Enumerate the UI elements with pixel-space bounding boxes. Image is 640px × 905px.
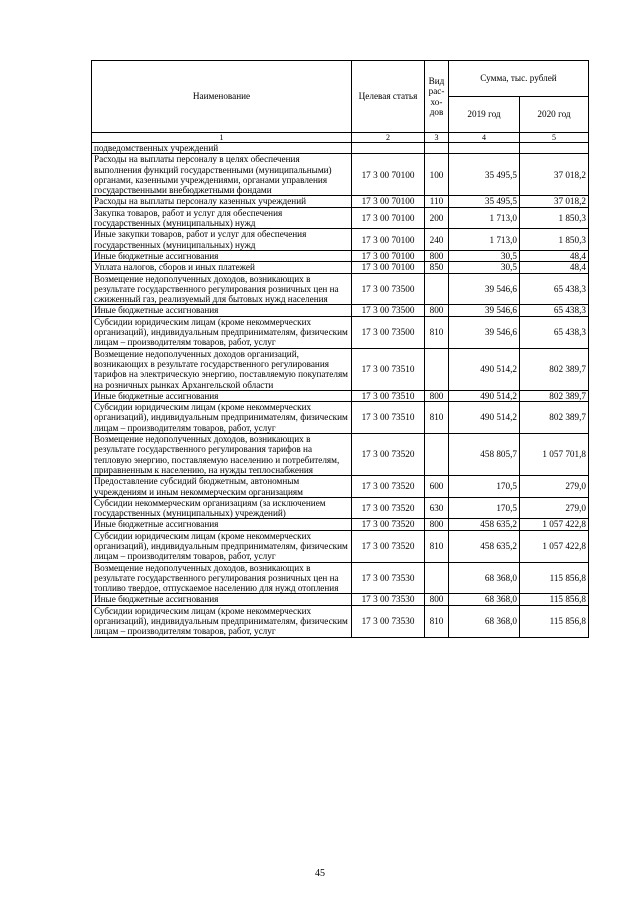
row-target-article: 17 3 00 70100: [352, 207, 425, 229]
row-name: Предоставление субсидий бюджетным, автономным учреждениям и иным некоммерческим организациям: [92, 476, 352, 498]
row-name: Иные бюджетные ассигнования: [92, 250, 352, 261]
row-sum-2019: [449, 143, 520, 154]
row-sum-2020: 65 438,3: [520, 305, 589, 316]
table-row: [92, 562, 589, 594]
row-sum-2019: 1 713,0: [449, 229, 520, 251]
row-target-article: 17 3 00 70100: [352, 250, 425, 261]
row-name: Субсидии юридическим лицам (кроме некоммерческих организаций), индивидуальным предпринимателям, физическим лицам – производителям товаров, работ, услуг: [92, 530, 352, 562]
table-row: [92, 605, 589, 637]
row-sum-2020: 1 850,3: [520, 207, 589, 229]
row-expense-type: [425, 562, 449, 594]
row-sum-2019: 68 368,0: [449, 562, 520, 594]
row-name: Уплата налогов, сборов и иных платежей: [92, 262, 352, 273]
row-target-article: 17 3 00 73520: [352, 497, 425, 519]
row-name: Иные закупки товаров, работ и услуг для обеспечения государственных (муниципальных) нужд: [92, 229, 352, 251]
row-expense-type: [425, 348, 449, 390]
row-sum-2019: 35 495,5: [449, 154, 520, 196]
row-sum-2019: 490 514,2: [449, 390, 520, 401]
row-sum-2020: 1 057 422,8: [520, 519, 589, 530]
column-number: 5: [520, 133, 589, 143]
header-target-article: Целевая статья: [352, 61, 425, 133]
row-expense-type: 200: [425, 207, 449, 229]
row-target-article: 17 3 00 73500: [352, 273, 425, 305]
row-name: Расходы на выплаты персоналу в целях обеспечения выполнения функций государственными (муниципальными) органами, казенными учреждениями, органами управления государственными внебюджетными фондами: [92, 154, 352, 196]
header-year-2020: 2020 год: [520, 97, 589, 133]
budget-table: [91, 60, 589, 638]
row-sum-2019: 170,5: [449, 497, 520, 519]
table-row: [92, 262, 589, 273]
row-expense-type: 850: [425, 262, 449, 273]
row-name: Иные бюджетные ассигнования: [92, 305, 352, 316]
table-row: [92, 594, 589, 605]
row-sum-2020: 37 018,2: [520, 196, 589, 207]
row-target-article: 17 3 00 73500: [352, 316, 425, 348]
row-name: подведомственных учреждений: [92, 143, 352, 154]
table-row: [92, 229, 589, 251]
row-sum-2020: 279,0: [520, 497, 589, 519]
row-sum-2019: 68 368,0: [449, 594, 520, 605]
column-number: 4: [449, 133, 520, 143]
table-row: [92, 196, 589, 207]
row-expense-type: 630: [425, 497, 449, 519]
row-target-article: 17 3 00 70100: [352, 262, 425, 273]
row-target-article: 17 3 00 73510: [352, 402, 425, 434]
row-expense-type: 810: [425, 402, 449, 434]
row-name: Расходы на выплаты персоналу казенных учреждений: [92, 196, 352, 207]
row-target-article: 17 3 00 73510: [352, 348, 425, 390]
row-sum-2020: 802 389,7: [520, 402, 589, 434]
row-expense-type: 240: [425, 229, 449, 251]
column-number: 2: [352, 133, 425, 143]
row-target-article: 17 3 00 73520: [352, 476, 425, 498]
row-sum-2020: 115 856,8: [520, 594, 589, 605]
row-expense-type: [425, 273, 449, 305]
column-number: 3: [425, 133, 449, 143]
row-sum-2020: 1 057 701,8: [520, 434, 589, 476]
row-name: Субсидии юридическим лицам (кроме некоммерческих организаций), индивидуальным предпринимателям, физическим лицам – производителям товаров, работ, услуг: [92, 402, 352, 434]
row-expense-type: 810: [425, 316, 449, 348]
row-target-article: 17 3 00 70100: [352, 154, 425, 196]
row-expense-type: 800: [425, 519, 449, 530]
row-sum-2020: [520, 143, 589, 154]
row-sum-2019: 458 635,2: [449, 530, 520, 562]
row-sum-2019: 170,5: [449, 476, 520, 498]
row-name: Возмещение недополученных доходов организаций, возникающих в результате государственного регулирования тарифов на электрическую энергию, поставляемую покупателям на розничных рынках Архангельской области: [92, 348, 352, 390]
header-name: Наименование: [92, 61, 352, 133]
row-expense-type: 810: [425, 530, 449, 562]
table-row: [92, 530, 589, 562]
row-name: Субсидии юридическим лицам (кроме некоммерческих организаций), индивидуальным предпринимателям, физическим лицам – производителям товаров, работ, услуг: [92, 316, 352, 348]
table-row: [92, 348, 589, 390]
header-sum: Сумма, тыс. рублей: [449, 61, 589, 97]
column-number: 1: [92, 133, 352, 143]
row-sum-2020: 802 389,7: [520, 348, 589, 390]
row-sum-2019: 39 546,6: [449, 273, 520, 305]
header-year-2019: 2019 год: [449, 97, 520, 133]
row-sum-2020: 48,4: [520, 250, 589, 261]
row-sum-2020: 65 438,3: [520, 316, 589, 348]
table-row: [92, 476, 589, 498]
table-row: [92, 143, 589, 154]
row-sum-2020: 65 438,3: [520, 273, 589, 305]
table-row: [92, 207, 589, 229]
row-sum-2020: 48,4: [520, 262, 589, 273]
row-target-article: 17 3 00 70100: [352, 229, 425, 251]
row-expense-type: 800: [425, 594, 449, 605]
row-sum-2019: 39 546,6: [449, 316, 520, 348]
table-row: [92, 316, 589, 348]
row-target-article: 17 3 00 73520: [352, 519, 425, 530]
row-expense-type: [425, 434, 449, 476]
table-row: [92, 519, 589, 530]
row-sum-2019: 30,5: [449, 262, 520, 273]
row-sum-2019: 490 514,2: [449, 348, 520, 390]
row-expense-type: 100: [425, 154, 449, 196]
row-sum-2020: 1 850,3: [520, 229, 589, 251]
row-sum-2019: 30,5: [449, 250, 520, 261]
row-expense-type: 800: [425, 390, 449, 401]
row-expense-type: 110: [425, 196, 449, 207]
row-sum-2020: 1 057 422,8: [520, 530, 589, 562]
row-target-article: [352, 143, 425, 154]
row-name: Возмещение недополученных доходов, возникающих в результате государственного регулирования тарифов на тепловую энергию, поставляемую населению и потребителям, приравненным к населению, на нужды теплоснабжения: [92, 434, 352, 476]
table-row: [92, 402, 589, 434]
table-row: [92, 273, 589, 305]
row-target-article: 17 3 00 73520: [352, 530, 425, 562]
row-expense-type: [425, 143, 449, 154]
row-sum-2020: 802 389,7: [520, 390, 589, 401]
row-sum-2019: 490 514,2: [449, 402, 520, 434]
page-number: 45: [315, 868, 325, 879]
row-sum-2020: 115 856,8: [520, 605, 589, 637]
row-name: Субсидии некоммерческим организациям (за исключением государственных (муниципальных) учреждений): [92, 497, 352, 519]
table-row: [92, 305, 589, 316]
row-name: Субсидии юридическим лицам (кроме некоммерческих организаций), индивидуальным предпринимателям, физическим лицам – производителям товаров, работ, услуг: [92, 605, 352, 637]
table-row: [92, 390, 589, 401]
row-sum-2019: 68 368,0: [449, 605, 520, 637]
row-name: Возмещение недополученных доходов, возникающих в результате государственного регулирования розничных цен на сжиженный газ, реализуемый для бытовых нужд населения: [92, 273, 352, 305]
row-target-article: 17 3 00 73530: [352, 594, 425, 605]
table-row: [92, 497, 589, 519]
row-expense-type: 600: [425, 476, 449, 498]
table-row: [92, 154, 589, 196]
row-expense-type: 800: [425, 250, 449, 261]
row-target-article: 17 3 00 73530: [352, 562, 425, 594]
row-sum-2020: 37 018,2: [520, 154, 589, 196]
row-target-article: 17 3 00 73530: [352, 605, 425, 637]
row-sum-2019: 458 805,7: [449, 434, 520, 476]
row-sum-2019: 458 635,2: [449, 519, 520, 530]
row-sum-2020: 115 856,8: [520, 562, 589, 594]
row-target-article: 17 3 00 73510: [352, 390, 425, 401]
header-expense-type: Вид рас-хо-дов: [425, 61, 449, 133]
row-sum-2019: 35 495,5: [449, 196, 520, 207]
row-name: Закупка товаров, работ и услуг для обеспечения государственных (муниципальных) нужд: [92, 207, 352, 229]
row-name: Иные бюджетные ассигнования: [92, 519, 352, 530]
row-name: Возмещение недополученных доходов, возникающих в результате государственного регулирования розничных цен на топливо твердое, отпускаемое населению для нужд отопления: [92, 562, 352, 594]
row-sum-2020: 279,0: [520, 476, 589, 498]
row-expense-type: 800: [425, 305, 449, 316]
row-name: Иные бюджетные ассигнования: [92, 390, 352, 401]
row-sum-2019: 39 546,6: [449, 305, 520, 316]
row-sum-2019: 1 713,0: [449, 207, 520, 229]
row-target-article: 17 3 00 73500: [352, 305, 425, 316]
table-row: [92, 434, 589, 476]
table-row: [92, 250, 589, 261]
row-target-article: 17 3 00 73520: [352, 434, 425, 476]
row-name: Иные бюджетные ассигнования: [92, 594, 352, 605]
row-expense-type: 810: [425, 605, 449, 637]
row-target-article: 17 3 00 70100: [352, 196, 425, 207]
